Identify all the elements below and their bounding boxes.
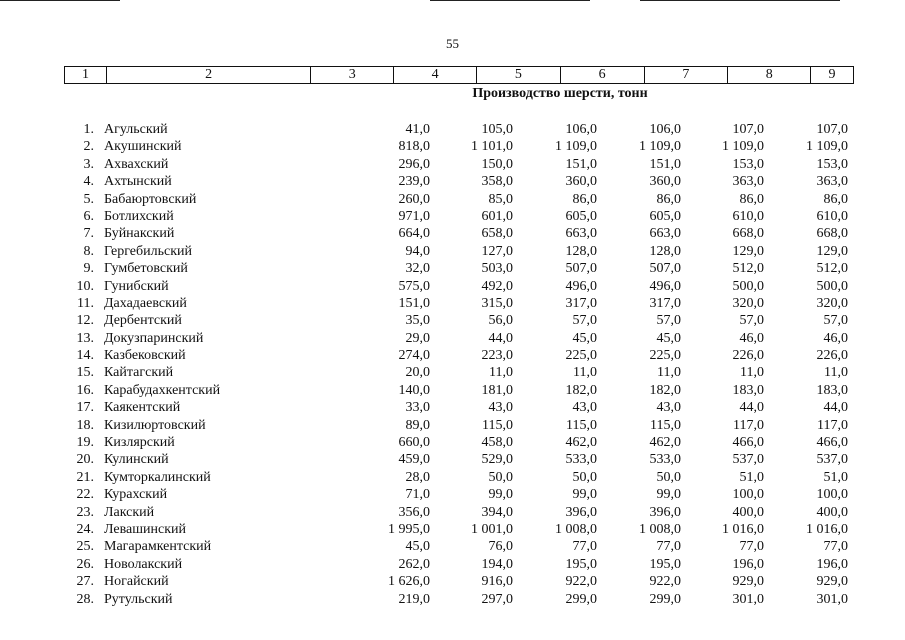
value-col-6: 106,0 bbox=[565, 122, 597, 137]
district-name: Новолакский bbox=[104, 556, 183, 572]
district-name: Левашинский bbox=[104, 521, 187, 537]
table-row bbox=[0, 260, 905, 277]
value-col-6: 507,0 bbox=[565, 261, 597, 277]
value-col-7: 317,0 bbox=[649, 295, 681, 311]
value-col-4: 664,0 bbox=[398, 226, 430, 242]
value-col-8: 301,0 bbox=[732, 591, 764, 607]
row-number: 10. bbox=[76, 278, 94, 294]
table-row bbox=[0, 295, 905, 312]
column-header-6: 6 bbox=[561, 67, 645, 83]
column-header-1: 1 bbox=[65, 67, 107, 83]
value-col-6: 151,0 bbox=[565, 156, 597, 172]
value-col-4: 151,0 bbox=[398, 295, 430, 311]
table-row bbox=[0, 330, 905, 347]
value-col-4: 971,0 bbox=[398, 208, 430, 224]
value-col-8: 57,0 bbox=[739, 313, 764, 329]
column-header-8: 8 bbox=[728, 67, 811, 83]
scan-edge-line-left bbox=[0, 0, 120, 1]
table-row bbox=[0, 538, 905, 555]
value-col-6: 99,0 bbox=[572, 487, 597, 503]
value-col-6: 663,0 bbox=[565, 226, 597, 242]
table-row bbox=[0, 382, 905, 399]
value-col-7: 151,0 bbox=[649, 156, 681, 172]
district-name: Лакский bbox=[104, 504, 155, 520]
value-col-6: 299,0 bbox=[565, 591, 597, 607]
value-col-6: 1 109,0 bbox=[555, 139, 597, 155]
value-col-4: 140,0 bbox=[398, 382, 430, 398]
value-col-5: 916,0 bbox=[481, 574, 513, 590]
value-col-5: 56,0 bbox=[488, 313, 513, 329]
value-col-9: 610,0 bbox=[816, 208, 848, 224]
column-header-3: 3 bbox=[311, 67, 394, 83]
value-col-4: 239,0 bbox=[398, 174, 430, 190]
table-row bbox=[0, 208, 905, 225]
district-name: Дербентский bbox=[104, 313, 182, 329]
value-col-6: 128,0 bbox=[565, 243, 597, 259]
value-col-9: 400,0 bbox=[816, 504, 848, 520]
value-col-4: 28,0 bbox=[405, 469, 430, 485]
district-name: Агульский bbox=[104, 122, 168, 137]
district-name: Казбековский bbox=[104, 348, 186, 364]
row-number: 26. bbox=[76, 556, 94, 572]
data-table bbox=[0, 121, 905, 608]
value-col-9: 320,0 bbox=[816, 295, 848, 311]
table-row bbox=[0, 417, 905, 434]
column-header-9: 9 bbox=[828, 67, 836, 82]
value-col-5: 1 101,0 bbox=[471, 139, 513, 155]
value-col-4: 262,0 bbox=[398, 556, 430, 572]
value-col-4: 296,0 bbox=[398, 156, 430, 172]
value-col-6: 462,0 bbox=[565, 435, 597, 451]
value-col-6: 57,0 bbox=[572, 313, 597, 329]
district-name: Ахвахский bbox=[104, 156, 169, 172]
value-col-8: 117,0 bbox=[733, 417, 764, 433]
column-header-7: 7 bbox=[645, 67, 729, 83]
value-col-9: 100,0 bbox=[816, 487, 848, 503]
value-col-6: 45,0 bbox=[572, 330, 597, 346]
row-number: 25. bbox=[76, 539, 94, 555]
value-col-9: 1 109,0 bbox=[806, 139, 848, 155]
value-col-9: 117,0 bbox=[817, 417, 848, 433]
value-col-4: 89,0 bbox=[405, 417, 430, 433]
row-number: 2. bbox=[83, 139, 94, 155]
value-col-7: 77,0 bbox=[656, 539, 681, 555]
value-col-9: 226,0 bbox=[816, 348, 848, 364]
value-col-4: 818,0 bbox=[398, 139, 430, 155]
table-row bbox=[0, 451, 905, 468]
value-col-7: 128,0 bbox=[649, 243, 681, 259]
table-row bbox=[0, 225, 905, 242]
value-col-7: 507,0 bbox=[649, 261, 681, 277]
value-col-9: 129,0 bbox=[816, 243, 848, 259]
value-col-9: 668,0 bbox=[816, 226, 848, 242]
row-number: 24. bbox=[76, 521, 94, 537]
row-number: 13. bbox=[76, 330, 94, 346]
value-col-9: 57,0 bbox=[823, 313, 848, 329]
value-col-4: 20,0 bbox=[405, 365, 430, 381]
value-col-9: 363,0 bbox=[816, 174, 848, 190]
value-col-6: 195,0 bbox=[565, 556, 597, 572]
value-col-6: 225,0 bbox=[565, 348, 597, 364]
column-header-2: 2 bbox=[107, 67, 311, 83]
district-name: Гунибский bbox=[104, 278, 169, 294]
value-col-7: 106,0 bbox=[649, 122, 681, 137]
district-name: Гергебильский bbox=[104, 243, 192, 259]
value-col-8: 129,0 bbox=[732, 243, 764, 259]
table-row bbox=[0, 556, 905, 573]
value-col-7: 50,0 bbox=[656, 469, 681, 485]
value-col-6: 50,0 bbox=[572, 469, 597, 485]
value-col-8: 44,0 bbox=[739, 400, 764, 416]
value-col-8: 196,0 bbox=[732, 556, 764, 572]
district-name: Карабудахкентский bbox=[104, 382, 221, 398]
value-col-8: 668,0 bbox=[732, 226, 764, 242]
row-number: 6. bbox=[83, 208, 94, 224]
value-col-7: 496,0 bbox=[649, 278, 681, 294]
value-col-8: 610,0 bbox=[732, 208, 764, 224]
table-row bbox=[0, 173, 905, 190]
value-col-6: 182,0 bbox=[565, 382, 597, 398]
value-col-5: 458,0 bbox=[481, 435, 513, 451]
value-col-6: 396,0 bbox=[565, 504, 597, 520]
value-col-8: 11,0 bbox=[740, 365, 764, 381]
district-name: Магарамкентский bbox=[104, 539, 212, 555]
district-name: Кулинский bbox=[104, 452, 169, 468]
value-col-6: 605,0 bbox=[565, 208, 597, 224]
value-col-4: 35,0 bbox=[405, 313, 430, 329]
value-col-9: 512,0 bbox=[816, 261, 848, 277]
value-col-5: 105,0 bbox=[481, 122, 513, 137]
value-col-7: 11,0 bbox=[657, 365, 681, 381]
value-col-5: 76,0 bbox=[488, 539, 513, 555]
scan-edge-line-right bbox=[640, 0, 840, 1]
value-col-5: 194,0 bbox=[481, 556, 513, 572]
row-number: 8. bbox=[83, 243, 94, 259]
row-number: 7. bbox=[83, 226, 94, 242]
value-col-9: 500,0 bbox=[816, 278, 848, 294]
row-number: 15. bbox=[76, 365, 94, 381]
value-col-4: 1 626,0 bbox=[388, 574, 430, 590]
value-col-5: 43,0 bbox=[488, 400, 513, 416]
value-col-5: 297,0 bbox=[481, 591, 513, 607]
table-row bbox=[0, 278, 905, 295]
value-col-8: 400,0 bbox=[732, 504, 764, 520]
value-col-9: 153,0 bbox=[816, 156, 848, 172]
value-col-7: 195,0 bbox=[649, 556, 681, 572]
table-row bbox=[0, 243, 905, 260]
table-row bbox=[0, 469, 905, 486]
value-col-9: 11,0 bbox=[824, 365, 848, 381]
district-name: Буйнакский bbox=[104, 226, 175, 242]
value-col-4: 41,0 bbox=[405, 122, 430, 137]
value-col-8: 153,0 bbox=[732, 156, 764, 172]
table-row bbox=[0, 121, 905, 138]
row-number: 11. bbox=[77, 295, 94, 311]
value-col-5: 492,0 bbox=[481, 278, 513, 294]
value-col-9: 537,0 bbox=[816, 452, 848, 468]
row-number: 16. bbox=[76, 382, 94, 398]
value-col-6: 533,0 bbox=[565, 452, 597, 468]
value-col-5: 223,0 bbox=[481, 348, 513, 364]
value-col-4: 32,0 bbox=[405, 261, 430, 277]
value-col-8: 512,0 bbox=[732, 261, 764, 277]
value-col-4: 575,0 bbox=[398, 278, 430, 294]
district-name: Ногайский bbox=[104, 574, 169, 590]
row-number: 9. bbox=[83, 261, 94, 277]
row-number: 19. bbox=[76, 435, 94, 451]
table-row bbox=[0, 347, 905, 364]
page-number: 55 bbox=[446, 36, 459, 51]
value-col-8: 226,0 bbox=[732, 348, 764, 364]
row-number: 14. bbox=[76, 348, 94, 364]
value-col-8: 1 109,0 bbox=[722, 139, 764, 155]
value-col-7: 533,0 bbox=[649, 452, 681, 468]
value-col-9: 86,0 bbox=[823, 191, 848, 207]
district-name: Акушинский bbox=[104, 139, 182, 155]
value-col-8: 537,0 bbox=[732, 452, 764, 468]
value-col-8: 363,0 bbox=[732, 174, 764, 190]
value-col-6: 922,0 bbox=[565, 574, 597, 590]
value-col-4: 459,0 bbox=[398, 452, 430, 468]
table-row bbox=[0, 364, 905, 381]
district-name: Кизилюртовский bbox=[104, 417, 206, 433]
value-col-5: 503,0 bbox=[481, 261, 513, 277]
table-row bbox=[0, 399, 905, 416]
value-col-6: 1 008,0 bbox=[555, 521, 597, 537]
district-name: Рутульский bbox=[104, 591, 173, 607]
value-col-4: 1 995,0 bbox=[388, 521, 430, 537]
value-col-9: 107,0 bbox=[816, 122, 848, 137]
value-col-8: 320,0 bbox=[732, 295, 764, 311]
value-col-8: 107,0 bbox=[732, 122, 764, 137]
value-col-7: 43,0 bbox=[656, 400, 681, 416]
district-name: Докузпаринский bbox=[104, 330, 204, 346]
district-name: Кайтагский bbox=[104, 365, 174, 381]
value-col-9: 929,0 bbox=[816, 574, 848, 590]
value-col-7: 922,0 bbox=[649, 574, 681, 590]
value-col-5: 50,0 bbox=[488, 469, 513, 485]
value-col-9: 77,0 bbox=[823, 539, 848, 555]
value-col-4: 274,0 bbox=[398, 348, 430, 364]
value-col-6: 115,0 bbox=[566, 417, 597, 433]
value-col-4: 260,0 bbox=[398, 191, 430, 207]
value-col-7: 462,0 bbox=[649, 435, 681, 451]
district-name: Каякентский bbox=[104, 400, 181, 416]
value-col-6: 360,0 bbox=[565, 174, 597, 190]
row-number: 12. bbox=[76, 313, 94, 329]
value-col-6: 11,0 bbox=[573, 365, 597, 381]
value-col-4: 660,0 bbox=[398, 435, 430, 451]
value-col-7: 360,0 bbox=[649, 174, 681, 190]
row-number: 23. bbox=[76, 504, 94, 520]
section-title: Производство шерсти, тонн bbox=[472, 86, 648, 101]
column-header-5: 5 bbox=[477, 67, 561, 83]
row-number: 28. bbox=[76, 591, 94, 607]
value-col-5: 315,0 bbox=[481, 295, 513, 311]
value-col-8: 100,0 bbox=[732, 487, 764, 503]
value-col-5: 1 001,0 bbox=[471, 521, 513, 537]
row-number: 1. bbox=[83, 122, 94, 137]
value-col-5: 11,0 bbox=[489, 365, 513, 381]
value-col-8: 46,0 bbox=[739, 330, 764, 346]
row-number: 20. bbox=[76, 452, 94, 468]
value-col-8: 77,0 bbox=[739, 539, 764, 555]
district-name: Кумторкалинский bbox=[104, 469, 211, 485]
value-col-8: 929,0 bbox=[732, 574, 764, 590]
value-col-5: 115,0 bbox=[482, 417, 513, 433]
table-row bbox=[0, 486, 905, 503]
value-col-9: 183,0 bbox=[816, 382, 848, 398]
value-col-5: 181,0 bbox=[481, 382, 513, 398]
value-col-7: 299,0 bbox=[649, 591, 681, 607]
value-col-7: 45,0 bbox=[656, 330, 681, 346]
value-col-9: 196,0 bbox=[816, 556, 848, 572]
value-col-7: 225,0 bbox=[649, 348, 681, 364]
district-name: Дахадаевский bbox=[104, 295, 187, 311]
value-col-7: 115,0 bbox=[650, 417, 681, 433]
table-row bbox=[0, 156, 905, 173]
table-row bbox=[0, 591, 905, 608]
table-row bbox=[0, 434, 905, 451]
scan-edge-line-mid bbox=[430, 0, 590, 1]
row-number: 3. bbox=[83, 156, 94, 172]
district-name: Ботлихский bbox=[104, 208, 174, 224]
value-col-6: 496,0 bbox=[565, 278, 597, 294]
value-col-8: 183,0 bbox=[732, 382, 764, 398]
value-col-5: 658,0 bbox=[481, 226, 513, 242]
value-col-4: 71,0 bbox=[405, 487, 430, 503]
value-col-4: 356,0 bbox=[398, 504, 430, 520]
district-name: Кизлярский bbox=[104, 435, 175, 451]
value-col-4: 94,0 bbox=[405, 243, 430, 259]
value-col-9: 1 016,0 bbox=[806, 521, 848, 537]
value-col-5: 394,0 bbox=[481, 504, 513, 520]
value-col-7: 663,0 bbox=[649, 226, 681, 242]
column-header-4: 4 bbox=[394, 67, 477, 83]
value-col-7: 396,0 bbox=[649, 504, 681, 520]
value-col-6: 317,0 bbox=[565, 295, 597, 311]
value-col-4: 219,0 bbox=[398, 591, 430, 607]
value-col-4: 45,0 bbox=[405, 539, 430, 555]
table-row bbox=[0, 504, 905, 521]
value-col-8: 51,0 bbox=[739, 469, 764, 485]
value-col-9: 301,0 bbox=[816, 591, 848, 607]
row-number: 17. bbox=[76, 400, 94, 416]
value-col-5: 601,0 bbox=[481, 208, 513, 224]
table-row bbox=[0, 191, 905, 208]
value-col-8: 500,0 bbox=[732, 278, 764, 294]
value-col-7: 182,0 bbox=[649, 382, 681, 398]
value-col-5: 529,0 bbox=[481, 452, 513, 468]
value-col-5: 44,0 bbox=[488, 330, 513, 346]
value-col-9: 44,0 bbox=[823, 400, 848, 416]
value-col-5: 358,0 bbox=[481, 174, 513, 190]
value-col-8: 86,0 bbox=[739, 191, 764, 207]
value-col-9: 51,0 bbox=[823, 469, 848, 485]
value-col-6: 77,0 bbox=[572, 539, 597, 555]
row-number: 18. bbox=[76, 417, 94, 433]
value-col-7: 605,0 bbox=[649, 208, 681, 224]
value-col-8: 1 016,0 bbox=[722, 521, 764, 537]
value-col-9: 46,0 bbox=[823, 330, 848, 346]
row-number: 21. bbox=[76, 469, 94, 485]
value-col-7: 86,0 bbox=[656, 191, 681, 207]
table-row bbox=[0, 138, 905, 155]
column-header-row bbox=[64, 66, 854, 84]
row-number: 27. bbox=[76, 574, 94, 590]
table-row bbox=[0, 573, 905, 590]
table-row bbox=[0, 312, 905, 329]
value-col-5: 127,0 bbox=[481, 243, 513, 259]
value-col-6: 43,0 bbox=[572, 400, 597, 416]
value-col-5: 85,0 bbox=[488, 191, 513, 207]
value-col-7: 1 109,0 bbox=[639, 139, 681, 155]
value-col-8: 466,0 bbox=[732, 435, 764, 451]
value-col-5: 99,0 bbox=[488, 487, 513, 503]
district-name: Бабаюртовский bbox=[104, 191, 197, 207]
value-col-4: 29,0 bbox=[405, 330, 430, 346]
row-number: 5. bbox=[83, 191, 94, 207]
value-col-7: 99,0 bbox=[656, 487, 681, 503]
row-number: 4. bbox=[83, 174, 94, 190]
value-col-7: 57,0 bbox=[656, 313, 681, 329]
value-col-6: 86,0 bbox=[572, 191, 597, 207]
district-name: Курахский bbox=[104, 487, 168, 503]
value-col-5: 150,0 bbox=[481, 156, 513, 172]
value-col-7: 1 008,0 bbox=[639, 521, 681, 537]
value-col-9: 466,0 bbox=[816, 435, 848, 451]
value-col-4: 33,0 bbox=[405, 400, 430, 416]
table-row bbox=[0, 521, 905, 538]
district-name: Ахтынский bbox=[104, 174, 172, 190]
district-name: Гумбетовский bbox=[104, 261, 188, 277]
row-number: 22. bbox=[76, 487, 94, 503]
